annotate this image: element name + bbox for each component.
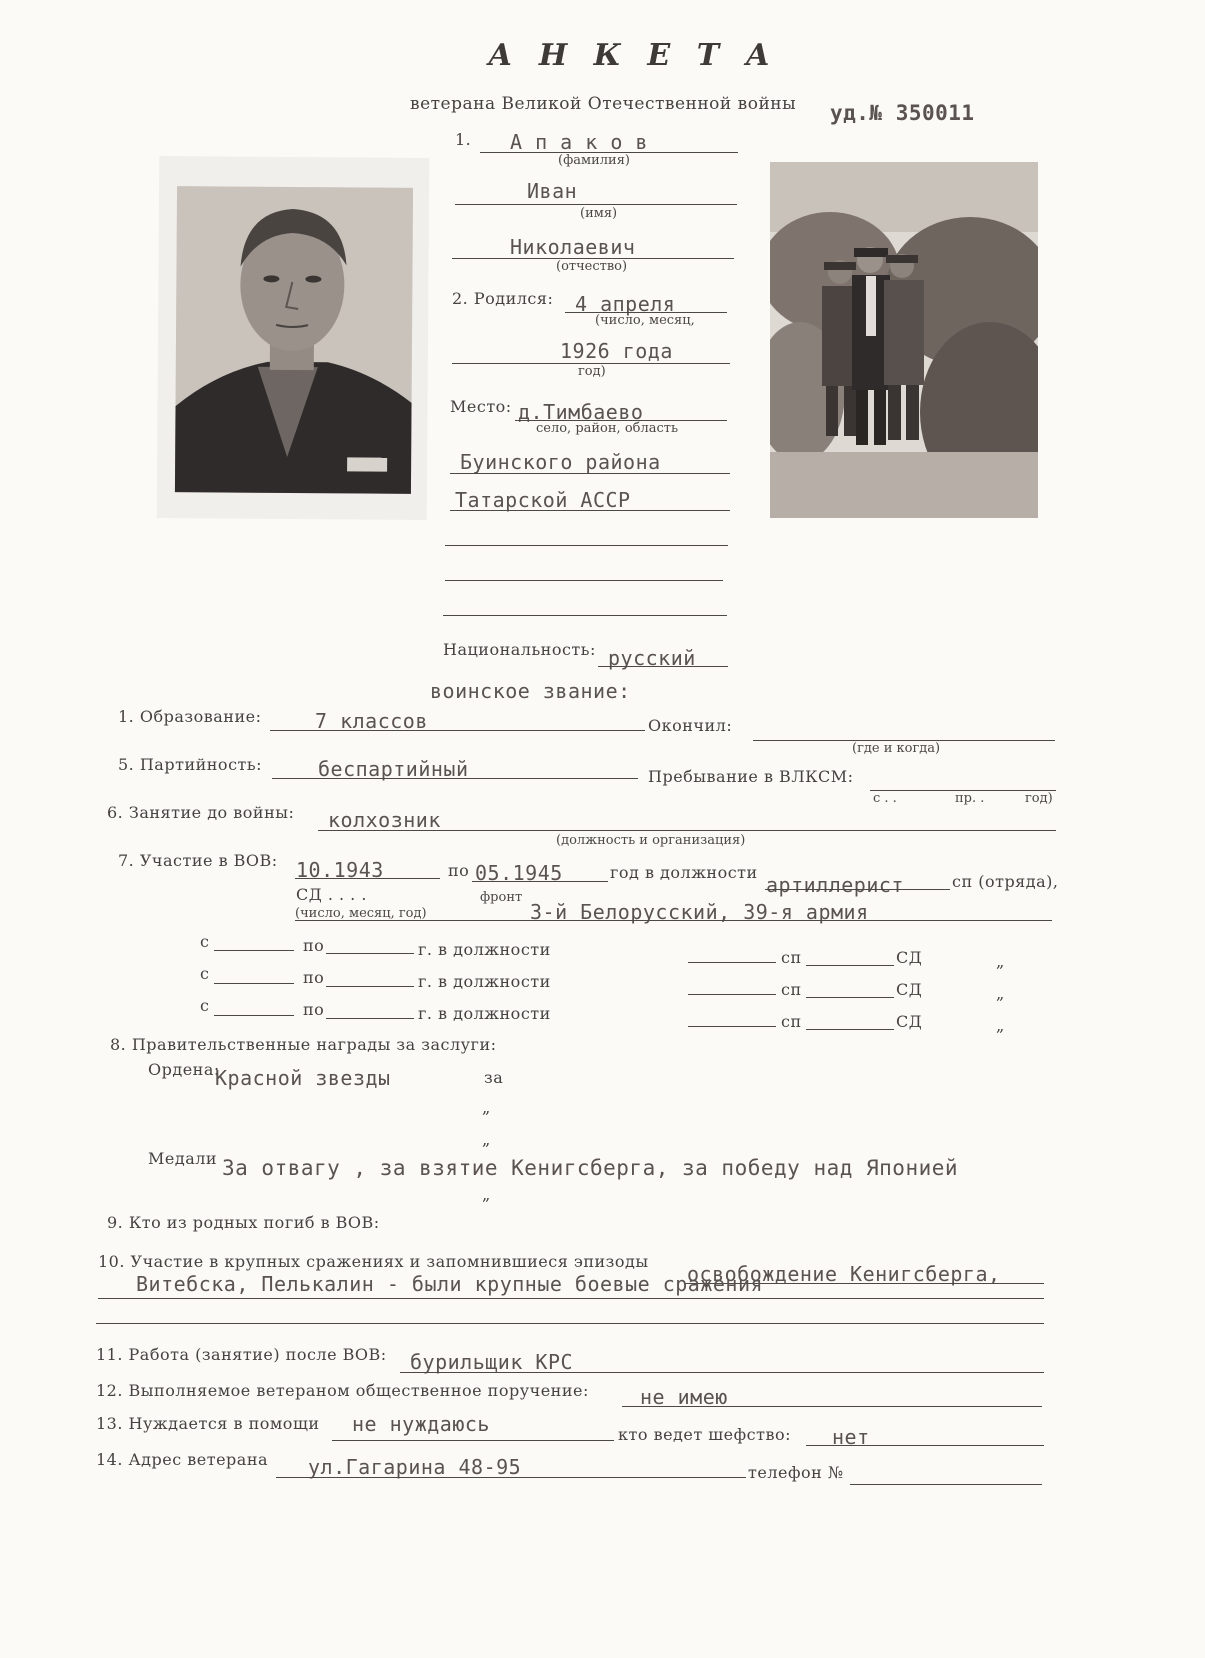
surname-value: А п а к о в bbox=[510, 130, 648, 154]
place-district-line bbox=[450, 473, 730, 474]
ww2-row1-a-line bbox=[688, 962, 776, 963]
ww2-row1-s: с bbox=[200, 932, 210, 951]
party-value: беспартийный bbox=[318, 757, 469, 781]
place-label: Место: bbox=[450, 397, 512, 416]
occupation-label: 6. Занятие до войны: bbox=[107, 803, 295, 822]
help-value: не нуждаюсь bbox=[352, 1412, 490, 1436]
ww2-to-value: 05.1945 bbox=[475, 861, 563, 885]
surname-caption: (фамилия) bbox=[558, 153, 630, 168]
ww2-sd-label: СД . . . . bbox=[296, 885, 367, 904]
ww2-row2-a-line bbox=[688, 994, 776, 995]
wartime-group-photo bbox=[770, 162, 1038, 518]
phone-line bbox=[850, 1484, 1042, 1485]
born-year-value: 1926 года bbox=[560, 339, 673, 363]
occupation-value: колхозник bbox=[328, 808, 441, 832]
first-name-caption: (имя) bbox=[580, 206, 618, 221]
rank-label: воинское звание: bbox=[430, 679, 631, 703]
item-number-1: 1. bbox=[455, 130, 472, 149]
ww2-sp-label: сп (отряда), bbox=[952, 872, 1059, 891]
born-date-value: 4 апреля bbox=[575, 292, 676, 316]
patronage-line bbox=[806, 1445, 1044, 1446]
blank-line-2 bbox=[445, 580, 723, 581]
form-title: А Н К Е Т А bbox=[488, 38, 778, 73]
public-duty-line bbox=[622, 1406, 1042, 1407]
medals-value: За отвагу , за взятие Кенигсберга, за победу над Японией bbox=[222, 1156, 959, 1180]
ww2-row3-s: с bbox=[200, 996, 210, 1015]
ww2-row1-s-line bbox=[214, 950, 294, 951]
finished-label: Окончил: bbox=[648, 716, 733, 735]
veteran-portrait-photo bbox=[157, 156, 430, 520]
battles-label: 10. Участие в крупных сражениях и запомнившиеся эпизоды bbox=[98, 1252, 649, 1271]
ww2-row3-q: „ bbox=[996, 1016, 1005, 1035]
blank-line-3 bbox=[443, 615, 727, 616]
ww2-position-value: артиллерист bbox=[766, 873, 904, 897]
place-republic-value: Татарской АССР bbox=[455, 488, 631, 512]
ww2-row3-b-line bbox=[806, 1029, 894, 1030]
ww2-front-value: 3-й Белорусский, 39-я армия bbox=[530, 900, 869, 924]
address-value: ул.Гагарина 48-95 bbox=[308, 1455, 522, 1479]
occupation-caption: (должность и организация) bbox=[556, 833, 746, 848]
education-line bbox=[270, 730, 645, 731]
ww2-row2-sd: СД bbox=[896, 980, 923, 999]
public-duty-label: 12. Выполняемое ветераном общественное поручение: bbox=[96, 1381, 589, 1400]
born-label: 2. Родился: bbox=[452, 289, 554, 308]
form-subtitle: ветерана Великой Отечественной войны bbox=[410, 94, 797, 114]
ww2-row3-s-line bbox=[214, 1015, 294, 1016]
ww2-to-line bbox=[472, 881, 608, 882]
ww2-row2-s-line bbox=[214, 983, 294, 984]
ww2-god-label: год в должности bbox=[610, 863, 758, 882]
ww2-row1-q: „ bbox=[996, 952, 1005, 971]
awards-label: 8. Правительственные награды за заслуги: bbox=[110, 1035, 497, 1054]
nationality-label: Национальность: bbox=[443, 640, 596, 659]
ww2-date-caption: (число, месяц, год) bbox=[295, 906, 427, 921]
relatives-label: 9. Кто из родных погиб в ВОВ: bbox=[107, 1213, 380, 1232]
patronage-value: нет bbox=[832, 1425, 870, 1449]
orders-quote-1: „ bbox=[482, 1098, 491, 1117]
certificate-number: уд.№ 350011 bbox=[830, 101, 975, 125]
ww2-row3-a-line bbox=[688, 1026, 776, 1027]
ww2-po-label: по bbox=[448, 861, 470, 880]
battles-line2 bbox=[98, 1298, 1044, 1299]
ww2-row3-po-line bbox=[326, 1018, 414, 1019]
komsomol-caption-c: с . . bbox=[873, 791, 897, 806]
orders-label: Ордена: bbox=[148, 1060, 220, 1079]
ww2-row3-g: г. в должности bbox=[418, 1004, 551, 1023]
ww2-row2-po-line bbox=[326, 986, 414, 987]
postwar-line bbox=[400, 1372, 1044, 1373]
ww2-row1-sp: сп bbox=[781, 948, 802, 967]
ww2-row2-s: с bbox=[200, 964, 210, 983]
medals-label: Медали bbox=[148, 1149, 218, 1168]
ww2-row1-sd: СД bbox=[896, 948, 923, 967]
battles-line3 bbox=[96, 1323, 1044, 1324]
medals-quote: „ bbox=[482, 1185, 491, 1204]
nationality-value: русский bbox=[608, 646, 696, 670]
komsomol-caption-pr: пр. . bbox=[955, 791, 985, 806]
nationality-line bbox=[598, 666, 728, 667]
help-line bbox=[332, 1440, 614, 1441]
ww2-row1-po: по bbox=[303, 936, 325, 955]
battles-line1-value: освобождение Кенигсберга, bbox=[687, 1262, 1001, 1286]
place-republic-line bbox=[450, 510, 730, 511]
born-year-caption: год) bbox=[578, 364, 606, 379]
battles-line2-value: Витебска, Пелькалин - были крупные боевые сражения bbox=[136, 1272, 764, 1296]
ww2-row2-q: „ bbox=[996, 984, 1005, 1003]
ww2-row2-g: г. в должности bbox=[418, 972, 551, 991]
ww2-from-value: 10.1943 bbox=[296, 858, 384, 882]
patronymic-value: Николаевич bbox=[510, 235, 636, 259]
place-village-value: д.Тимбаево bbox=[518, 400, 644, 424]
born-date-caption: (число, месяц, bbox=[595, 313, 695, 328]
patronage-label: кто ведет шефство: bbox=[618, 1425, 792, 1444]
education-label: 1. Образование: bbox=[118, 707, 262, 726]
orders-za: за bbox=[484, 1068, 504, 1087]
address-line bbox=[276, 1477, 746, 1478]
help-label: 13. Нуждается в помощи bbox=[96, 1414, 320, 1433]
orders-quote-2: „ bbox=[482, 1130, 491, 1149]
public-duty-value: не имею bbox=[640, 1385, 728, 1409]
postwar-label: 11. Работа (занятие) после ВОВ: bbox=[96, 1345, 387, 1364]
ww2-row2-b-line bbox=[806, 997, 894, 998]
ww2-row3-sd: СД bbox=[896, 1012, 923, 1031]
ww2-from-line bbox=[295, 878, 440, 879]
education-value: 7 классов bbox=[315, 709, 428, 733]
ww2-row2-sp: сп bbox=[781, 980, 802, 999]
ww2-position-line bbox=[765, 889, 950, 890]
ww2-front-label: фронт bbox=[480, 890, 523, 905]
address-label: 14. Адрес ветерана bbox=[96, 1450, 269, 1469]
ww2-label: 7. Участие в ВОВ: bbox=[118, 851, 278, 870]
occupation-line bbox=[318, 830, 1056, 831]
komsomol-caption-god: год) bbox=[1025, 791, 1053, 806]
first-name-line bbox=[455, 204, 737, 205]
komsomol-label: Пребывание в ВЛКСМ: bbox=[648, 767, 854, 786]
ww2-row3-sp: сп bbox=[781, 1012, 802, 1031]
ww2-row1-po-line bbox=[326, 953, 414, 954]
patronymic-caption: (отчество) bbox=[556, 259, 628, 274]
ww2-row3-po: по bbox=[303, 1000, 325, 1019]
first-name-value: Иван bbox=[527, 179, 578, 203]
postwar-value: бурильщик КРС bbox=[410, 1350, 574, 1374]
ww2-row1-g: г. в должности bbox=[418, 940, 551, 959]
blank-line-1 bbox=[445, 545, 728, 546]
place-district-value: Буинского района bbox=[460, 450, 661, 474]
finished-caption: (где и когда) bbox=[852, 741, 941, 756]
party-label: 5. Партийность: bbox=[118, 755, 262, 774]
ww2-row1-b-line bbox=[806, 965, 894, 966]
place-caption: село, район, область bbox=[536, 421, 679, 436]
party-line bbox=[272, 778, 638, 779]
phone-label: телефон № bbox=[748, 1463, 844, 1482]
ww2-row2-po: по bbox=[303, 968, 325, 987]
orders-value: Красной звезды bbox=[215, 1066, 391, 1090]
